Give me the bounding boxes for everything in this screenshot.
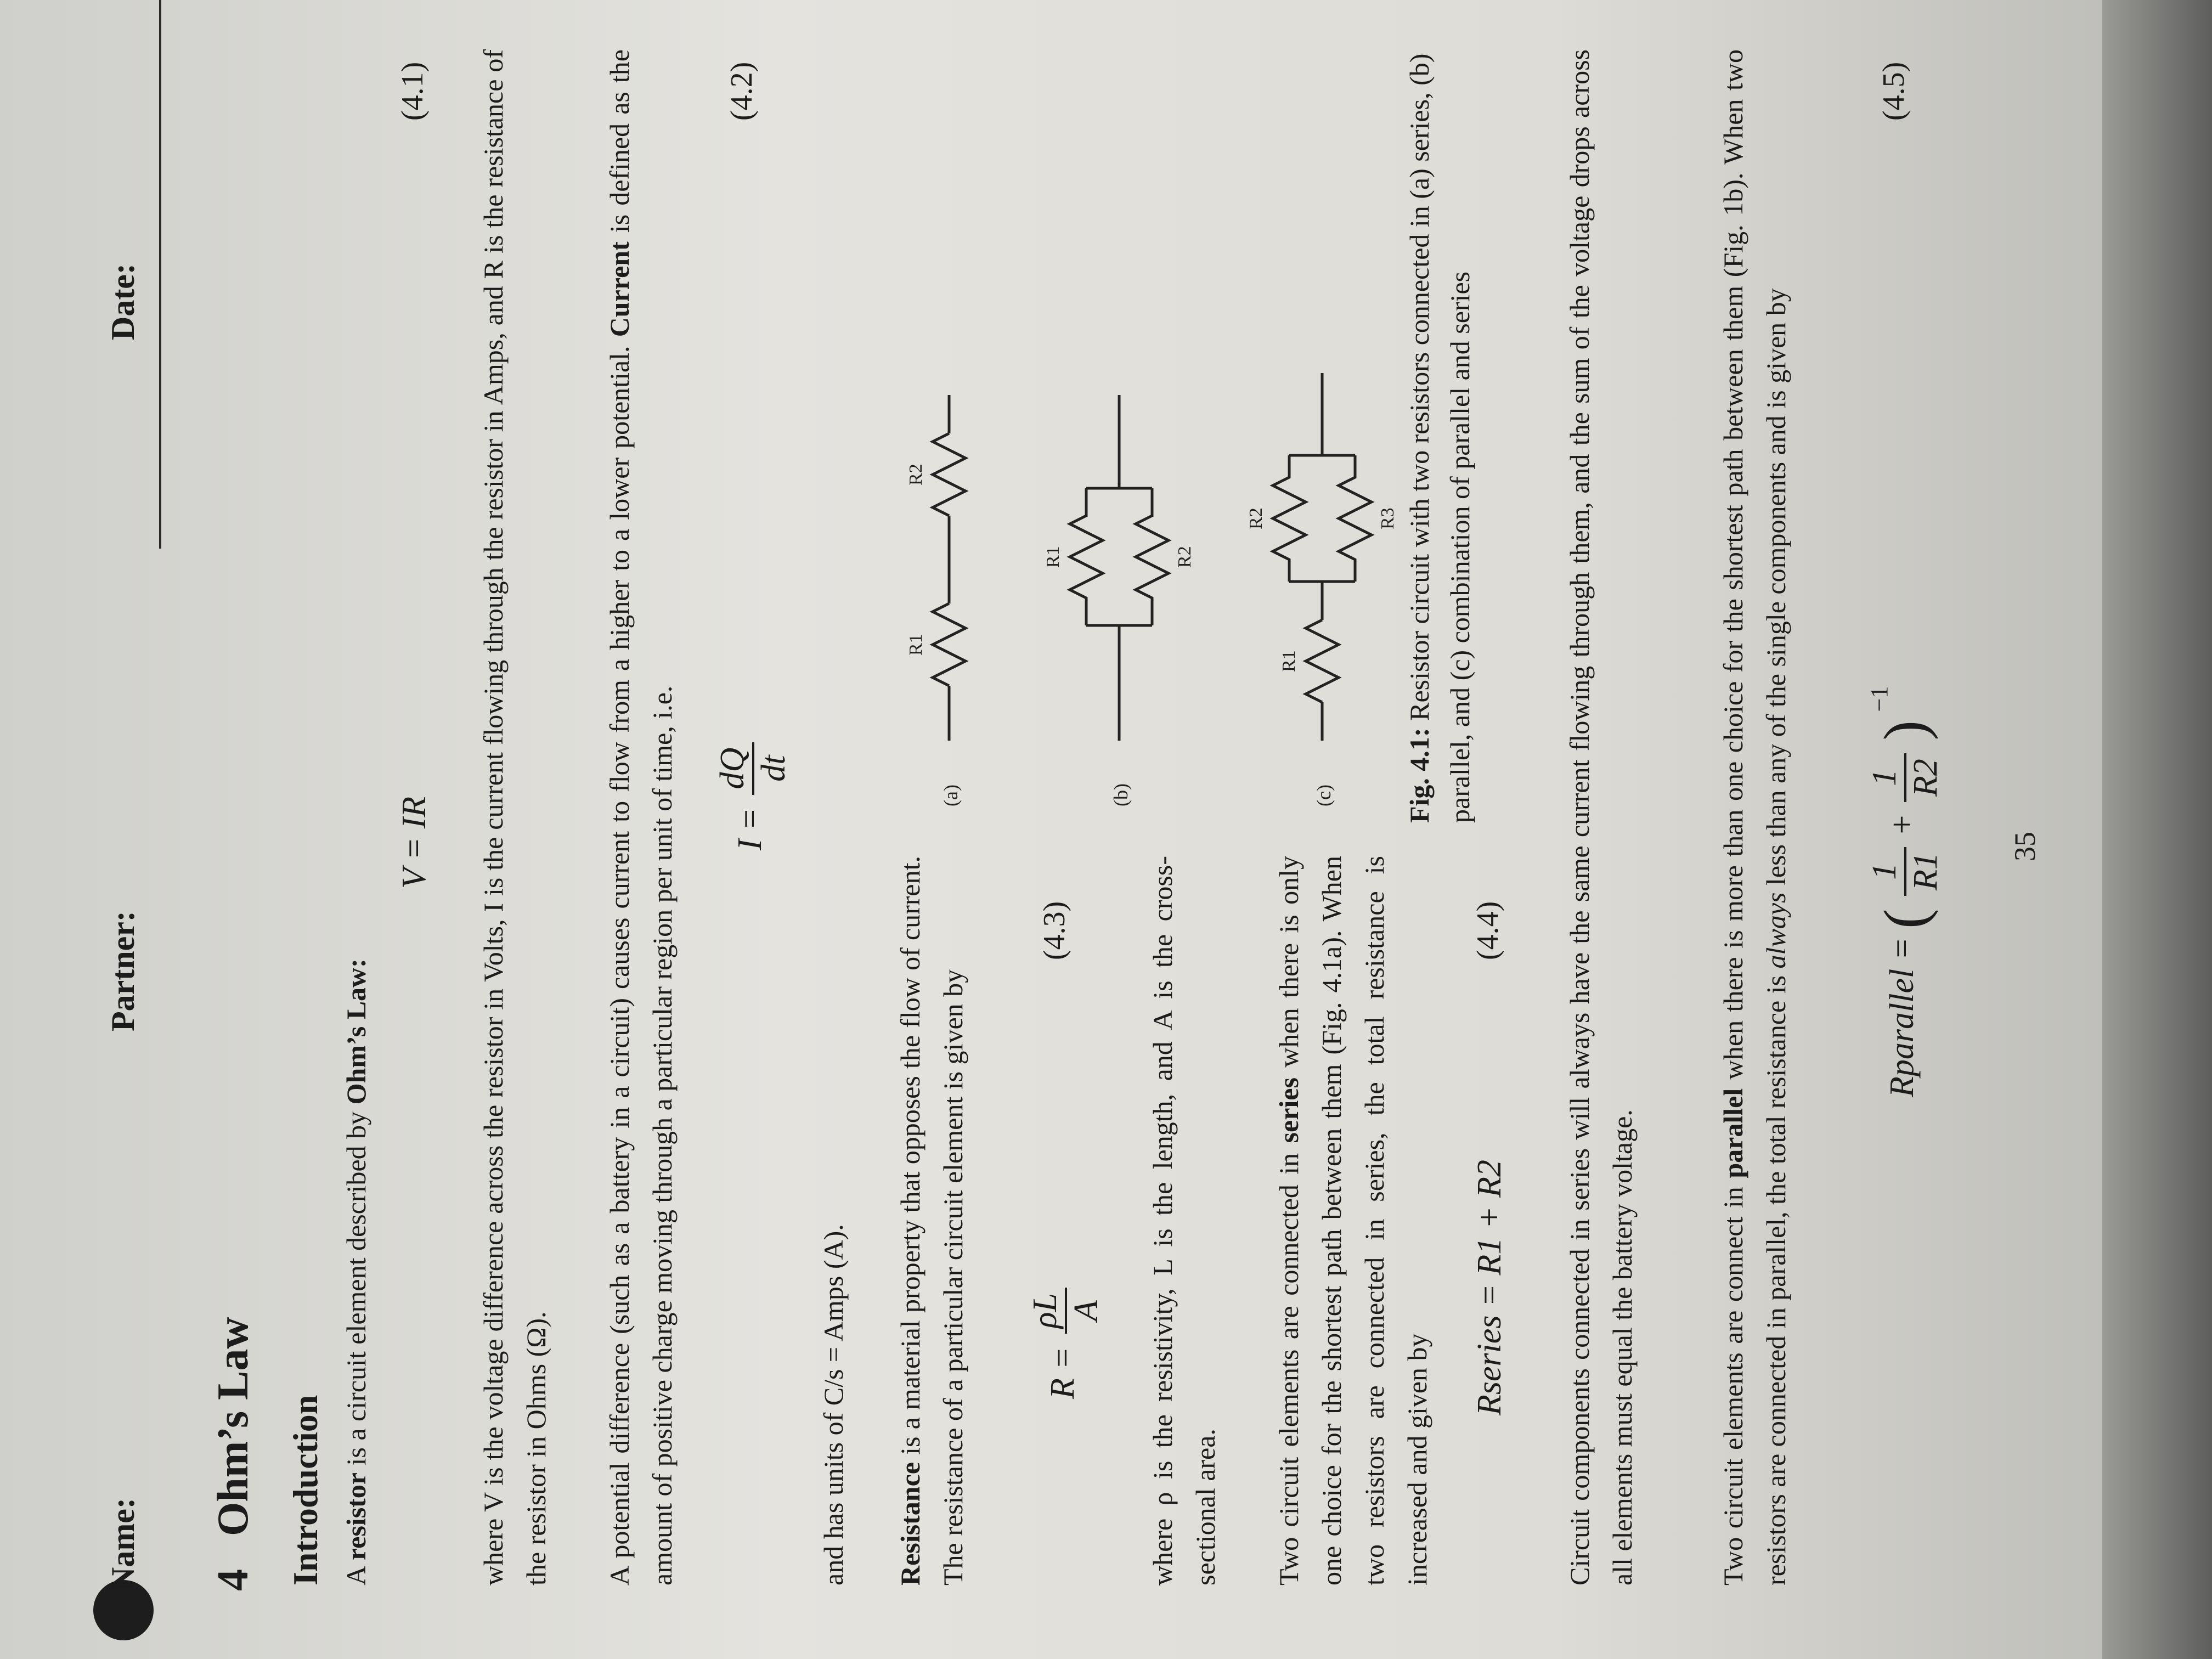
numerator: 1 (1865, 847, 1906, 896)
paragraph-resistance (889, 856, 974, 1585)
figure-label-c: (c) (1313, 785, 1335, 806)
text: is a circuit element described by (341, 1104, 371, 1472)
paragraph-series (1267, 856, 1438, 1585)
circuit-a-series (933, 395, 966, 741)
equation-number-4-2: (4.2) (725, 61, 759, 121)
fraction-r1 (1865, 847, 1945, 896)
eq-lhs: I = (731, 808, 769, 850)
worksheet-page (22, 0, 2172, 1646)
denominator: A (1068, 1300, 1105, 1322)
equation-4-1: V = IR (396, 796, 433, 889)
eq-lhs: R = (1044, 1346, 1082, 1399)
italic-term-always: always (1760, 892, 1791, 969)
bold-term-resistance: Resistance (895, 1462, 926, 1585)
text: is a material property that opposes the flow of current. The resistance of a particular circuit element is given by (895, 856, 968, 1585)
exponent: −1 (1866, 686, 1893, 712)
text: Two circuit elements are connected in (1273, 1143, 1304, 1585)
fraction-r2 (1865, 753, 1945, 802)
numerator: dQ (713, 742, 754, 795)
text: is defined as the amount of positive charge moving through a particular region per unit of time, i.e. (604, 49, 678, 1585)
equation-4-4: Rseries = R1 + R2 (1471, 1160, 1508, 1415)
text: A (341, 1560, 371, 1585)
figure-caption (1399, 44, 1480, 823)
text: when there is only one choice for the shortest path between them (Fig. 4.1a). When two resistors are connected in series, the total resistance is increased and given by (1273, 855, 1432, 1585)
left-paren: ( (1871, 909, 1939, 929)
bold-term-series: series (1273, 1077, 1304, 1143)
label-r3-c: R3 (1378, 507, 1398, 529)
denominator: R2 (1907, 759, 1944, 797)
section-subtitle: Introduction (286, 1395, 325, 1585)
circuit-c-combination (1273, 373, 1372, 741)
paragraph-resistor (335, 49, 377, 1585)
equation-number-4-3: (4.3) (1037, 901, 1071, 960)
denominator: R1 (1907, 852, 1944, 890)
label-r1-a: R1 (906, 634, 926, 656)
date-label: Date: (105, 263, 141, 340)
equation-4-2 (713, 738, 793, 850)
fraction (1026, 1288, 1106, 1334)
label-r2-c: R2 (1246, 507, 1266, 529)
equation-4-3 (1026, 1283, 1106, 1399)
bold-term-parallel: parallel (1718, 1088, 1748, 1178)
paragraph-units: and has units of C/s = Amps (A). (818, 1224, 849, 1585)
equation-number-4-4: (4.4) (1471, 901, 1505, 960)
numerator: 1 (1865, 753, 1906, 802)
equation-4-5 (1865, 686, 1945, 1097)
text: less than any of the single components and is given by (1760, 288, 1791, 893)
label-r1-c: R1 (1279, 650, 1299, 672)
section-number: 4 (209, 1569, 257, 1591)
section-title (208, 1317, 258, 1591)
paragraph-parallel (1712, 49, 1797, 1585)
fraction (713, 742, 793, 795)
equation-number-4-1: (4.1) (396, 61, 430, 121)
text: A potential difference (such as a battery in a circuit) causes current to flow from a higher to a lower potential. (604, 337, 635, 1585)
equation-number-4-5: (4.5) (1877, 61, 1911, 121)
plus-sign: + (1883, 815, 1921, 834)
paragraph-current (598, 49, 684, 1585)
eq-lhs: Rparallel = (1883, 937, 1921, 1097)
bold-term-ohms-law: Ohm’s Law: (341, 958, 371, 1105)
paragraph-ohms-definitions: where V is the voltage difference across the resistor in Volts, I is the current flowing through the resistor in Amps, and R is the resistance of the resistor in Ohms (Ω). (478, 49, 551, 1585)
bold-term-current: Current (604, 241, 635, 337)
page-number: 35 (2008, 832, 2041, 861)
paragraph-series-current: Circuit components connected in series will always have the same current flowing through them, and the sum of the voltage drops across all elements must equal the battery voltage. (1564, 49, 1638, 1585)
date-underline (159, 0, 161, 549)
paragraph-resistivity: where ρ is the resistivity, L is the length, and A is the cross-sectional area. (1147, 856, 1221, 1585)
numerator: ρL (1026, 1288, 1067, 1334)
circuit-b-parallel (1070, 395, 1169, 741)
label-r2-b: R2 (1175, 546, 1195, 568)
text: when there is more than one choice for the shortest path between them (Fig. 1b). When two resistors are connected in parallel, the total resistance is (1718, 49, 1791, 1585)
label-r1-b: R1 (1043, 546, 1063, 568)
section-title-text: Ohm’s Law (209, 1317, 257, 1536)
right-paren: ) (1871, 720, 1939, 741)
caption-label: Fig. 4.1: (1404, 727, 1435, 823)
figure-4-1-circuits (889, 27, 1415, 823)
caption-text: Resistor circuit with two resistors connected in (a) series, (b) parallel, and (c) combination of parallel and series (1404, 53, 1475, 823)
label-r2-a: R2 (906, 464, 926, 486)
denominator: dt (755, 755, 792, 782)
figure-label-a: (a) (940, 785, 962, 806)
bold-term-resistor: resistor (341, 1472, 371, 1561)
name-label: Name: (105, 1498, 141, 1591)
figure-label-b: (b) (1110, 783, 1132, 806)
partner-label: Partner: (105, 911, 141, 1031)
text: Two circuit elements are connect in (1718, 1178, 1748, 1585)
